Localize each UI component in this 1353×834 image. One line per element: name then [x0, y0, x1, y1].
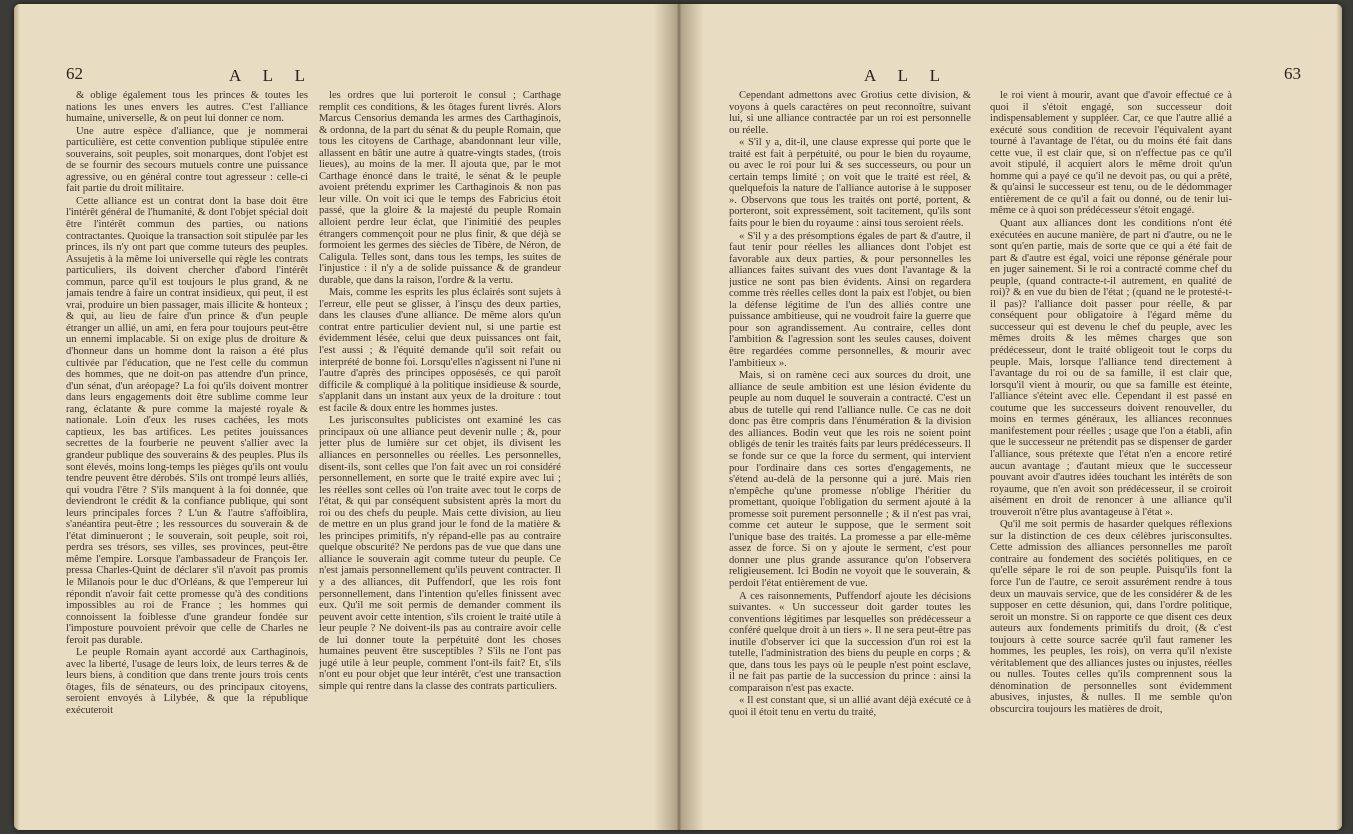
paragraph: Cette alliance est un contrat dont la base doit être l'intérêt général de l'humanité, & dont l'objet spécial doit être l'intérêt commun des parties, ou nations contractantes. Quoique la transaction soit stipulée par les princes, ils n'y ont part que comme tuteurs des peuples. Assujetis à la même loi universelle qui règle les contrats particuliers, ils doivent chercher d'abord l'intérêt commun, parce qu'il est toujours le plus grand, & ne jamais tendre à faire un contrat insidieux, qui peut, il est vrai, produire un bien passager, mais illicite & honteux ; & qui, au lieu de faire d'un prince & d'un peuple étranger un allié, un ami, en fera pour toujours peut-être un ennemi implacable. Si on exige plus de droiture & d'honneur dans un homme dont la raison a été plus cultivée par l'éducation, que ne l'est celle du commun des hommes, que ne doit-on pas attendre d'un prince, d'un sénat, d'un aréopage? La foi qu'ils doivent montrer dans leurs engagements doit être sublime comme leur rang, éclatante & pure comme la majesté royale & nationale. Loin d'eux les ruses cachées, les mots captieux, les bas artifices. Les petites jouissances secrettes de la fourberie ne peuvent s'allier avec la grandeur publique des souverains & des peuples. Plus ils sont élevés, moins long-temps les pièges qu'ils ont voulu tendre peuvent être dérobés. S'ils ont trompé leurs alliés, qui voudra l'être ? S'ils manquent à la foi donnée, que deviendront le crédit & la confiance publique, qui sont leurs principales forces ? L'un & l'autre s'affoiblira, s'anéantira peut-être ; les ressources du souverain & de l'état diminueront ; le souverain, soit peuple, soit roi, perdra ses trésors, ses villes, ses provinces, peut-être même l'empire. Lorsque l'ambassadeur de François Ier. pressa Charles-Quint de déclarer s'il n'avoit pas promis le Milanois pour le duc d'Orléans, & que l'empereur lui répondit n'avoir fait cette promesse qu'à des conditions impossibles au roi de France ; les hommes qui connoissent la foiblesse d'une grandeur fondée sur l'imposture pouvoient prévoir que celle de Charles ne feroit pas durable. [66, 195, 308, 646]
paragraph: Les jurisconsultes publicistes ont examiné les cas principaux où une alliance peut devenir nulle ; &, pour jetter plus de lumière sur cet objet, ils divisent les alliances en personnelles ou réelles. Les personnelles, disent-ils, sont celles que l'on fait avec un roi considéré personnellement, en sorte que le traité expire avec lui ; les réelles sont celles où l'on traite avec tout le corps de l'état, & qui par conséquent subsistent après la mort du roi ou des chefs du peuple. Mais cette division, au lieu de mettre en un plus grand jour le fond de la matière & les principes primitifs, n'y répand-elle pas au contraire quelque obscurité? Ne perdons pas de vue que dans une alliance le souverain agit comme tuteur du peuple. Ce n'est jamais personnellement qu'ils peuvent contracter. Il y a des alliances, dit Puffendorf, que les rois font personnellement, dans l'intention qu'elles finissent avec eux. Qu'il me soit permis de demander comment ils peuvent avoir cette intention, s'ils croient le traité utile à leur peuple ? Ne doivent-ils pas au contraire avoir celle de lui donner toute la perpétuité dont les choses humaines peuvent être susceptibles ? S'ils ne l'ont pas jugé utile à leur peuple, comment l'ont-ils fait? Et, s'ils n'ont eu pour objet que leur intérêt, c'est une transaction simple qui rentre dans la classe des contrats particuliers. [319, 415, 561, 692]
right-page [694, 4, 1342, 830]
left-running-head: A L L [229, 66, 314, 85]
paragraph: A ces raisonnements, Puffendorf ajoute les décisions suivantes. « Un successeur doit garder toutes les conventions légitimes par lesquelles son prédécesseur a conféré quelque droit à un tiers ». Il ne sera peut-être pas inutile d'observer ici que la succession d'un roi est la tutelle, l'administration des biens du peuple en corps ; & que, dans tous les pays où le peuple n'est point esclave, il ne fait pas partie de la succession du prince : ainsi la comparaison n'est pas exacte. [729, 590, 971, 694]
paragraph: Qu'il me soit permis de hasarder quelques réflexions sur la distinction de ces deux célèbres jurisconsultes. Cette admission des alliances personnelles me paroît contraire au fondement des sociétés politiques, en ce qu'elle sépare le roi de son peuple. Puisqu'ils font la force l'un de l'autre, ce seroit assurément rendre à tous deux un mauvais service, que de les considérer & de les supposer en cette désunion, qui, dans l'ordre politique, seroit un monstre. Si on rapporte ce que disent ces deux auteurs aux fondements primitifs du droit, (& c'est toujours à cette source sacrée qu'il faut ramener les hommes, les peuples, les rois), on verra qu'il n'existe véritablement que des alliances justes ou injustes, réelles ou nulles. Toutes celles qu'ils comprennent sous la dénomination de personnelles sont évidemment abusives, injustes, & nulles. Il me semble qu'on obscurcira toujours les matières de droit, [990, 519, 1232, 715]
paragraph: & oblige également tous les princes & toutes les nations les unes envers les autres. C'est l'alliance humaine, universelle, & on peut lui donner ce nom. [66, 90, 308, 125]
book-spread [14, 4, 1342, 830]
right-page-number: 63 [1284, 64, 1301, 83]
paragraph: Mais, comme les esprits les plus éclairés sont sujets à l'erreur, elle peut se glisser, à l'insçu des deux parties, dans les clauses d'une alliance. De même alors qu'un contrat entre particulier devient nul, si une partie est évidemment lésée, celui que deux puissances ont fait, l'est aussi ; & l'équité demande qu'il soit refait ou interprété de bonne foi. Lorsqu'elles n'agissent ni l'une ni l'autre d'après des principes opposésés, ce qui paroît difficile & compliqué à la politique insidieuse & sourde, s'applanit dans un instant aux yeux de la droiture : tout est facile & doux entre les hommes justes. [319, 287, 561, 414]
paragraph: « Il est constant que, si un allié avant déjà exécuté ce à quoi il étoit tenu en vertu du traité, [729, 695, 971, 718]
paragraph: Quant aux alliances dont les conditions n'ont été exécutées en aucune manière, de part ni d'autre, ou ne le sont qu'en partie, mais de sorte que ce qui a été fait de part & d'autre est égal, voici une réponse générale pour en juger sainement. Si le roi a contracté comme chef du peuple, (quand contracte-t-il autrement, en qualité de roi)? & en vue du bien de l'état ; (quand ne le protesté-t-il pas)? l'alliance doit passer pour réelle, & par conséquent pour obligatoire à l'égard même du successeur qui est devenu le chef du peuple, avec les mêmes droits & les mêmes charges que son prédécesseur, dont le traité obligeoit tout le corps du peuple. Mais, lorsque l'alliance tend directement à l'avantage du roi ou de sa famille, il est clair que, lorsqu'il vient à mourir, ou que sa famille est éteinte, l'alliance s'éteint avec elle. Cependant il est passé en coutume que les successeurs doivent renouveller, du moins en termes généraux, les alliances reconnues manifestement pour réelles ; usage que l'on a établi, afin que le successeur ne prétendit pas se dispenser de garder l'alliance, sous prétexte que l'état n'en a encore retiré aucun avantage ; d'autant mieux que le successeur pouvant avoir d'autres idées touchant les intérêts de son royaume, que n'en avoit son prédécesseur, il se croiroit aisément en droit de renoncer à une alliance qu'il trouveroit n'être plus avantageuse à l'état ». [990, 218, 1232, 518]
paragraph: Cependant admettons avec Grotius cette division, & voyons à quels caractères on peut reconnoître, suivant lui, si une alliance contractée par un roi est personnelle ou réelle. [729, 90, 971, 136]
left-column-2 [319, 90, 561, 693]
paragraph: Une autre espèce d'alliance, que je nommerai particulière, est cette convention publique stipulée entre souverains, soit peuples, soit monarques, dont l'objet est de se fournir des secours mutuels contre une puissance agressive, ou en général contre tout agresseur : celle-ci fait partie du droit militaire. [66, 125, 308, 195]
right-column-2 [990, 90, 1232, 717]
left-page-number: 62 [66, 64, 83, 83]
paragraph: le roi vient à mourir, avant que d'avoir effectué ce à quoi il s'étoit engagé, son successeur doit indispensablement y suppléer. Car, ce que l'autre allié a exécuté sous condition de recevoir l'équivalent ayant tourné à l'avantage de l'état, ou du moins été fait dans cette vue, il est clair que, si on n'effectue pas ce qu'il avoit stipulé, il acquiert alors le même droit qu'un homme qui a payé ce qu'il ne devoit pas, ou qui a prêté, & qu'ainsi le successeur est tenu, ou de le dédommager entièrement de ce qu'il a fait ou donné, ou de tenir lui-même ce à quoi son prédécesseur s'étoit engagé. [990, 90, 1232, 217]
left-page [14, 4, 664, 830]
right-column-1 [729, 90, 971, 720]
paragraph: Mais, si on ramène ceci aux sources du droit, une alliance de seule ambition est une lésion évidente du peuple au nom duquel le souverain a contracté. C'est un abus de tutelle qui rend l'alliance nulle. Ce cas ne doit donc pas être compris dans l'énumération & la division des alliances. Bodin veut que les rois ne soient point obligés de tenir les traités faits par leurs prédécesseurs. Il se fonde sur ce que la force du serment, qui intervient pour l'ordinaire dans ces sortes d'engagements, ne s'étend au-delà de la personne qui a juré. Mais rien n'empêche qu'une promesse n'oblige l'héritier du promettant, quoique l'obligation du serment ajouté à la promesse soit purement personnelle ; & il n'est pas vrai, comme cet auteur le suppose, que le serment soit l'unique base des traités. La promesse a par elle-même assez de force. Si on y ajoute le serment, c'est pour donner une plus grande assurance qu'on l'observera religieusement. Ici Bodin ne voyoit que le souverain, & perdoit l'état entièrement de vue. [729, 370, 971, 589]
left-column-1 [66, 90, 308, 718]
paragraph: « S'il y a, dit-il, une clause expresse qui porte que le traité est fait à perpétuité, ou pour le bien du royaume, ou avec le roi pour lui & ses successeurs, ou pour un certain temps limité ; on voit que le traité est réel, & quelquefois la nature de l'alliance autorise à le supposer ». Observons que tous les traités ont porté, portent, & porteront, soit expressément, soit tacitement, qu'ils sont faits pour le bien du royaume : ainsi tous seroient réels. [729, 137, 971, 230]
paragraph: Le peuple Romain ayant accordé aux Carthaginois, avec la liberté, l'usage de leurs loix, de leurs terres & de leurs biens, à condition que dans trente jours trois cents ôtages, fils de sénateurs, ou des principaux citoyens, seroient envoyés à Lilybée, & que la république exécuteroit [66, 647, 308, 716]
paragraph: « S'il y a des présomptions égales de part & d'autre, il faut tenir pour réelles les alliances dont l'objet est favorable aux deux parties, & pour personnelles les alliances faites suivant des vues dont l'avantage & la justice ne sont pas bien évidents. Ainsi on regardera comme très réelles celles dont la paix est l'objet, ou bien la défense légitime de l'un des alliés contre une puissance ambitieuse, qui ne voudroit faire la guerre que pour son agrandissement. Au contraire, celles dont l'ambition & l'agression sont les seules causes, doivent être regardées comme personnelles, & mourir avec l'ambitieux ». [729, 230, 971, 369]
paragraph: les ordres que lui porteroit le consul ; Carthage remplit ces conditions, & les ôtages furent livrés. Alors Marcus Censorius demanda les armes des Carthaginois, & ordonna, de la part du sénat & du peuple Romain, que tous les citoyens de Carthage, abandonnant leur ville, allassent en bâtir une autre à quatre-vingts stades, (trois lieues), au moins de la mer. Il ajouta que, par le mot Carthage énoncé dans le traité, le sénat & le peuple avoient prétendu exprimer les Carthaginois & non pas leur ville. On voit ici que le temps des Fabricius étoit passé, que la gloire & la majesté du peuple Romain alloient perdre leur éclat, que l'inimitié des peuples étrangers commençoit pour ne plus finir, & que déjà se formoient les germes des siècles de Tibère, de Néron, de Caligula. Telles sont, dans tous les temps, les suites de l'injustice : il n'y a de solide puissance & de grandeur durable, que dans la raison, l'ordre & la vertu. [319, 90, 561, 286]
right-running-head: A L L [864, 66, 949, 85]
